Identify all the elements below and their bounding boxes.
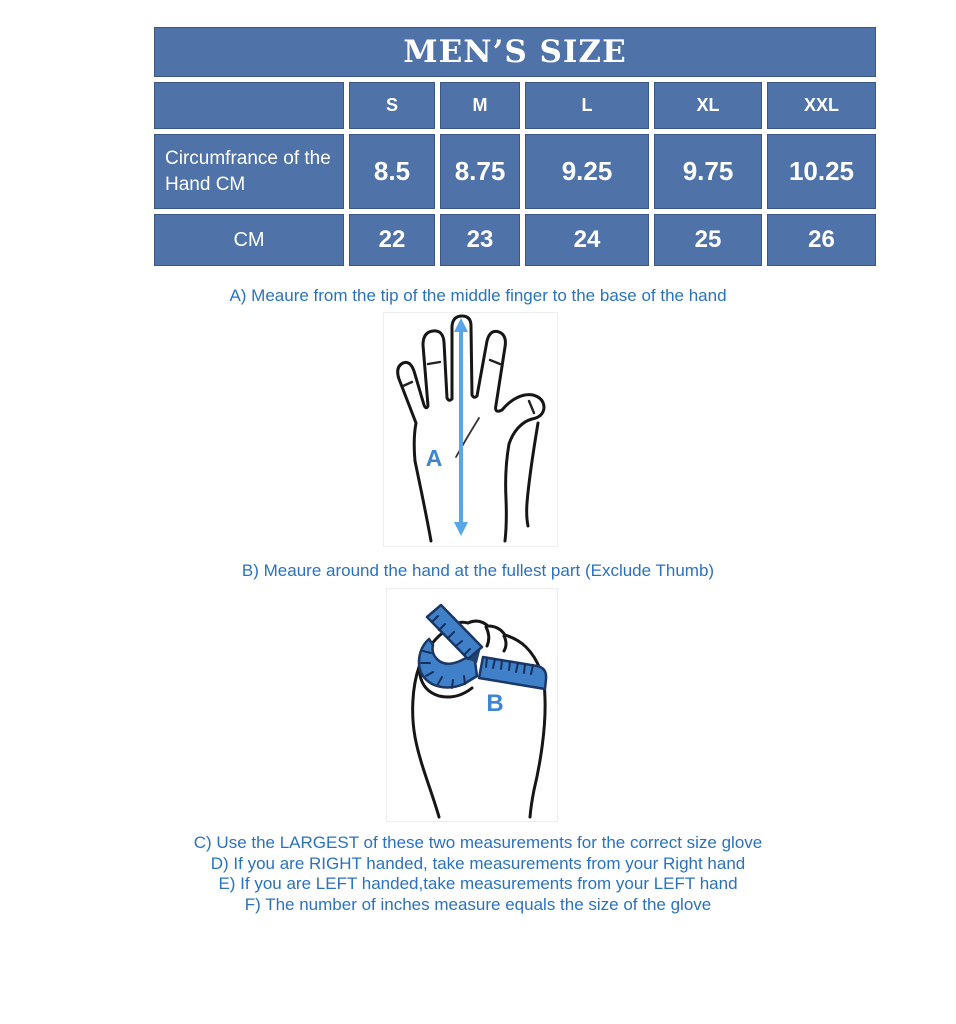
instruction-b: B) Meaure around the hand at the fullest part (Exclude Thumb)	[241, 561, 715, 580]
diagram-label-a: A	[425, 445, 443, 471]
measure-arrow-icon	[454, 318, 468, 536]
hand-circumference-illustration	[386, 588, 558, 822]
circumference-value-s: 8.5	[349, 134, 435, 209]
circumference-value-l: 9.25	[525, 134, 649, 209]
row-label-cm: CM	[154, 214, 344, 266]
fist-icon	[387, 589, 557, 821]
instruction-a: A) Meaure from the tip of the middle finger to the base of the hand	[229, 286, 727, 305]
column-header-xxl: XXL	[767, 82, 876, 129]
hand-length-illustration	[383, 312, 558, 547]
circumference-value-xxl: 10.25	[767, 134, 876, 209]
cm-value-m: 23	[440, 214, 520, 266]
size-table-corner-cell	[154, 82, 344, 129]
diagram-label-b: B	[486, 690, 504, 717]
note-e: E) If you are LEFT handed,take measurements from your LEFT hand	[218, 874, 738, 893]
column-header-l: L	[525, 82, 649, 129]
fitting-notes	[0, 833, 956, 915]
column-header-xl: XL	[654, 82, 762, 129]
row-label-circumference: Circumfrance of the Hand CM	[154, 134, 344, 209]
column-header-m: M	[440, 82, 520, 129]
open-hand-icon	[384, 313, 557, 546]
cm-value-l: 24	[525, 214, 649, 266]
note-f: F) The number of inches measure equals the size of the glove	[244, 894, 712, 914]
circumference-value-xl: 9.75	[654, 134, 762, 209]
note-d: D) If you are RIGHT handed, take measurements from your Right hand	[210, 853, 746, 873]
note-c: C) Use the LARGEST of these two measurements for the correct size glove	[193, 833, 763, 852]
column-header-s: S	[349, 82, 435, 129]
cm-value-s: 22	[349, 214, 435, 266]
cm-value-xxl: 26	[767, 214, 876, 266]
size-table	[154, 27, 876, 266]
size-table-title: MEN’S SIZE	[154, 27, 876, 77]
circumference-value-m: 8.75	[440, 134, 520, 209]
cm-value-xl: 25	[654, 214, 762, 266]
